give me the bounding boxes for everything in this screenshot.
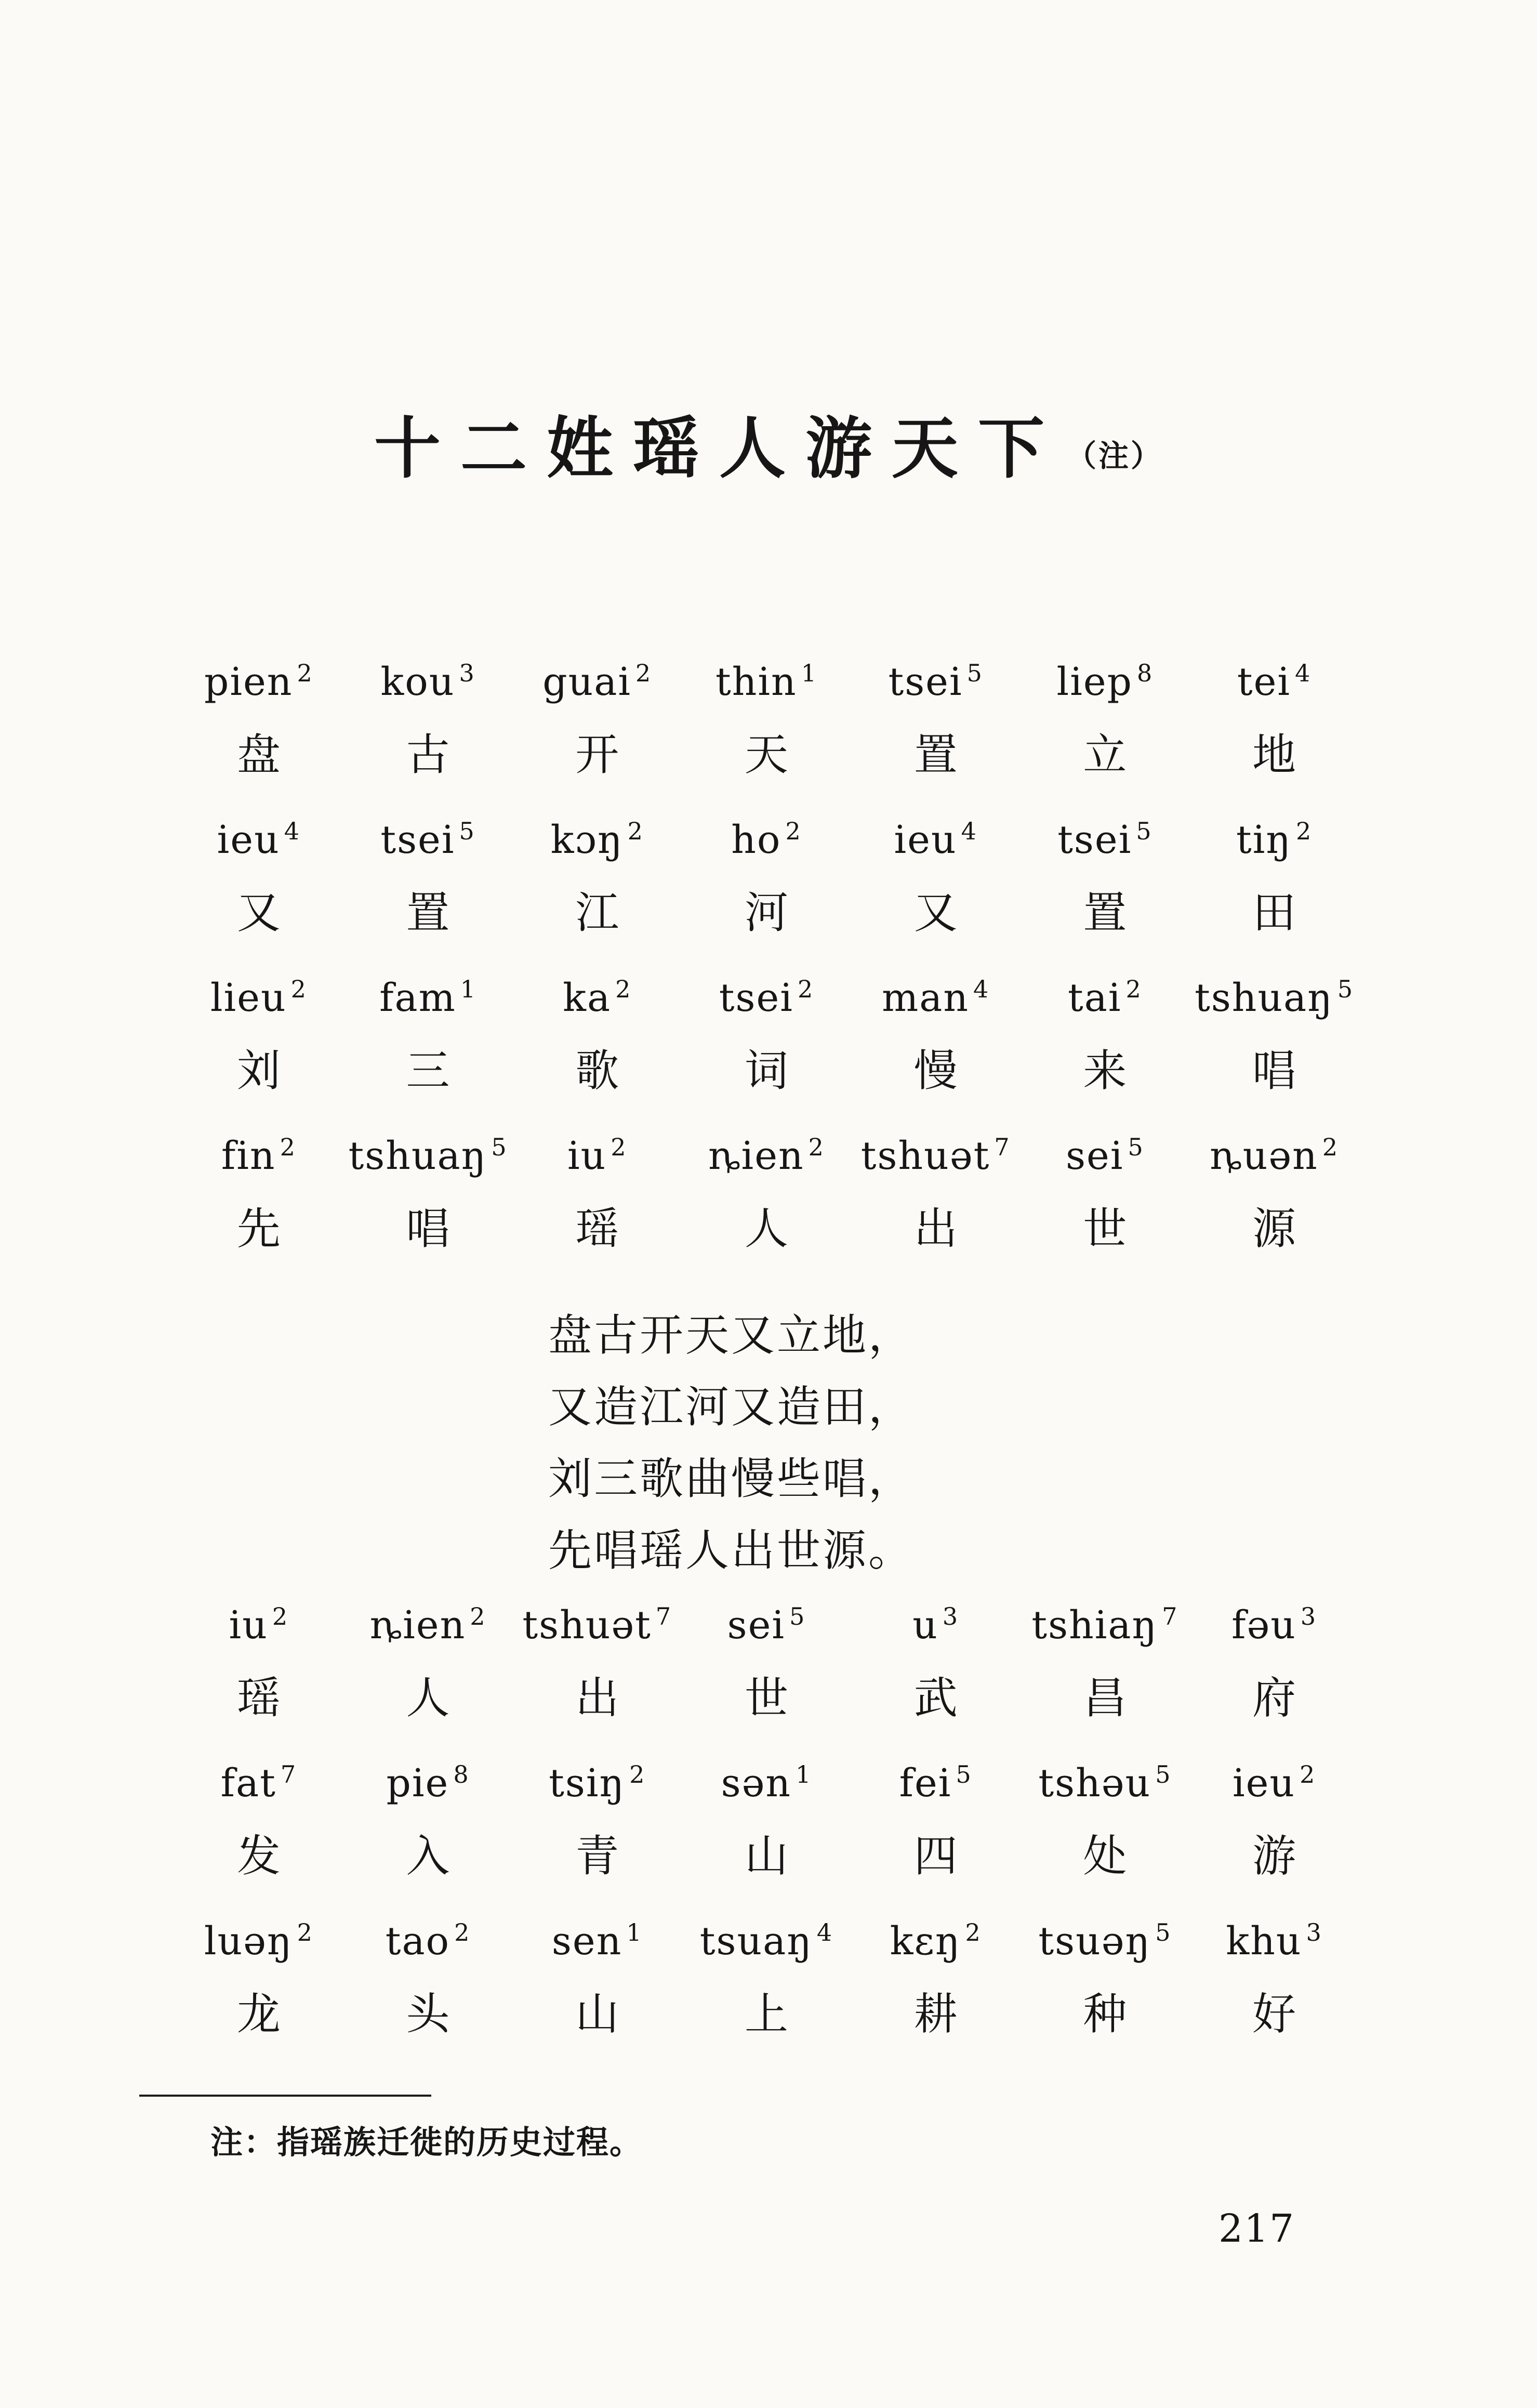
hanzi: 昌 [1083,1673,1127,1723]
tone-number: 8 [1137,659,1154,687]
syllable [1189,1906,1359,1985]
syllable [512,963,682,1042]
hanzi: 人 [744,1203,788,1254]
page-title [0,395,1537,491]
hanzi: 来 [1083,1045,1127,1096]
hanzi: 田 [1252,887,1296,938]
title-text: 十二姓瑶人游天下 [374,410,1064,488]
syllable-text: ka [563,976,612,1020]
tone-number: 5 [1155,1918,1172,1946]
hanzi: 置 [1083,887,1127,938]
tone-number: 3 [942,1602,959,1630]
syllable-text: fei [899,1761,952,1806]
syllable-text: fin [221,1134,276,1178]
syllable-text: ieu [1232,1761,1296,1806]
hanzi: 唱 [1252,1045,1296,1096]
syllable [851,647,1021,726]
hanzi: 武 [913,1673,958,1723]
tone-number: 2 [280,1133,296,1161]
hanzi: 源 [1252,1203,1296,1254]
character-row [174,1200,1359,1279]
syllable [512,1121,682,1200]
tone-number: 2 [611,1133,627,1161]
tone-number: 2 [965,1918,982,1946]
hanzi: 游 [1252,1831,1296,1881]
hanzi: 盘 [236,729,281,780]
syllable-text: ieu [217,818,280,862]
syllable-text: tsei [380,818,455,862]
hanzi: 瑶 [236,1673,281,1723]
syllable [512,647,682,726]
hanzi: 开 [575,729,619,780]
syllable-text: ȵien [369,1603,466,1648]
syllable [851,963,1021,1042]
syllable-text: luəŋ [204,1919,293,1964]
tone-number: 5 [1155,1760,1172,1788]
hanzi: 好 [1252,1989,1296,2039]
hanzi: 出 [575,1673,619,1723]
syllable [1189,1121,1359,1200]
character-row [174,1042,1359,1121]
syllable-text: ieu [894,818,957,862]
tone-number: 2 [272,1602,289,1630]
syllable-text: guai [542,660,632,704]
tone-number: 2 [1322,1133,1339,1161]
romanization-row [174,1590,1359,1669]
romanization-row [174,963,1359,1042]
syllable [682,1590,851,1669]
syllable [343,963,513,1042]
tone-number: 7 [280,1760,297,1788]
syllable [343,1748,513,1827]
tone-number: 1 [626,1918,643,1946]
tone-number: 2 [290,975,307,1003]
tone-number: 8 [453,1760,470,1788]
tone-number: 3 [1306,1918,1322,1946]
character-row [174,1669,1359,1748]
syllable-text: tsuəŋ [1038,1919,1151,1964]
character-row [174,1827,1359,1906]
syllable-text: iu [567,1134,607,1178]
translation-line: 刘三歌曲慢些唱， [548,1453,915,1504]
syllable [1189,1748,1359,1827]
hanzi: 歌 [575,1045,619,1096]
tone-number: 5 [956,1760,972,1788]
syllable [1021,1906,1190,1985]
syllable [512,805,682,884]
stanza-2 [174,1590,1359,2064]
tone-number: 2 [454,1918,471,1946]
hanzi: 又 [236,887,281,938]
syllable-text: iu [229,1603,268,1648]
syllable-text: pien [204,660,293,704]
syllable [1021,805,1190,884]
tone-number: 4 [961,817,977,845]
romanization-row [174,1748,1359,1827]
syllable-text: u [912,1603,938,1648]
syllable-text: tai [1068,976,1122,1020]
syllable [174,805,343,884]
hanzi: 慢 [913,1045,958,1096]
syllable-text: tshiaŋ [1031,1603,1158,1648]
syllable [682,1748,851,1827]
syllable [682,1121,851,1200]
tone-number: 4 [816,1918,833,1946]
hanzi: 发 [236,1831,281,1881]
syllable-text: kɛŋ [890,1919,961,1964]
syllable-text: kɔŋ [550,818,624,862]
tone-number: 3 [459,659,475,687]
syllable [512,1590,682,1669]
tone-number: 2 [615,975,632,1003]
tone-number: 1 [460,975,477,1003]
hanzi: 刘 [236,1045,281,1096]
syllable-text: tshəu [1038,1761,1151,1806]
syllable [1021,647,1190,726]
syllable-text: tei [1237,660,1291,704]
syllable-text: fəu [1231,1603,1296,1648]
hanzi: 又 [913,887,958,938]
tone-number: 1 [796,1760,812,1788]
hanzi: 置 [913,729,958,780]
hanzi: 龙 [236,1989,281,2039]
syllable [174,963,343,1042]
syllable-text: thin [715,660,797,704]
character-row [174,1985,1359,2064]
hanzi: 立 [1083,729,1127,780]
syllable [682,647,851,726]
syllable [851,1748,1021,1827]
hanzi: 唱 [406,1203,450,1254]
syllable-text: sən [721,1761,792,1806]
syllable [343,1121,513,1200]
romanization-row [174,647,1359,726]
tone-number: 2 [808,1133,825,1161]
translation-line: 盘古开天又立地， [548,1310,915,1361]
hanzi: 种 [1083,1989,1127,2039]
syllable-text: tshuət [860,1134,990,1178]
hanzi: 置 [406,887,450,938]
syllable [343,647,513,726]
syllable-text: sen [551,1919,622,1964]
syllable-text: tshuət [522,1603,652,1648]
hanzi: 处 [1083,1831,1127,1881]
page-number: 217 [1218,2206,1295,2251]
syllable-text: fat [220,1761,276,1806]
syllable [343,1906,513,1985]
tone-number: 7 [1162,1602,1178,1630]
hanzi: 先 [236,1203,281,1254]
chinese-translation [548,1299,914,1586]
syllable [851,1590,1021,1669]
syllable-text: man [882,976,970,1020]
tone-number: 5 [459,817,475,845]
syllable [682,963,851,1042]
syllable-text: tsiŋ [549,1761,626,1806]
syllable [682,805,851,884]
syllable-text: ho [731,818,781,862]
syllable [174,1748,343,1827]
syllable [174,1121,343,1200]
syllable-text: sei [1066,1134,1124,1178]
syllable-text: pie [386,1761,449,1806]
syllable [851,805,1021,884]
footnote-divider [139,2095,431,2097]
tone-number: 5 [1128,1133,1144,1161]
syllable-text: tsei [719,976,793,1020]
hanzi: 青 [575,1831,619,1881]
syllable [174,1906,343,1985]
syllable-text: lieu [210,976,287,1020]
syllable-text: liep [1056,660,1133,704]
character-row [174,884,1359,963]
syllable [1021,1121,1190,1200]
syllable-text: kou [380,660,455,704]
hanzi: 天 [744,729,788,780]
syllable-text: ȵien [708,1134,804,1178]
syllable-text: tshuaŋ [1195,976,1333,1020]
tone-number: 5 [966,659,983,687]
hanzi: 府 [1252,1673,1296,1723]
hanzi: 出 [913,1203,958,1254]
hanzi: 江 [575,887,619,938]
hanzi: 词 [744,1045,788,1096]
tone-number: 2 [635,659,652,687]
romanization-row [174,1121,1359,1200]
syllable-text: tshuaŋ [348,1134,487,1178]
tone-number: 4 [1295,659,1311,687]
tone-number: 4 [284,817,301,845]
syllable-text: tsei [888,660,963,704]
syllable-text: sei [727,1603,786,1648]
hanzi: 四 [913,1831,958,1881]
translation-line: 又造江河又造田， [548,1381,915,1432]
hanzi: 瑶 [575,1203,619,1254]
tone-number: 2 [627,817,644,845]
syllable [851,1121,1021,1200]
tone-number: 2 [470,1602,486,1630]
syllable [174,1590,343,1669]
hanzi: 世 [744,1673,788,1723]
syllable [512,1906,682,1985]
syllable [174,647,343,726]
tone-number: 5 [1136,817,1152,845]
hanzi: 山 [575,1989,619,2039]
tone-number: 7 [655,1602,672,1630]
hanzi: 河 [744,887,788,938]
tone-number: 1 [801,659,817,687]
syllable [1021,963,1190,1042]
syllable-text: tsei [1057,818,1132,862]
tone-number: 2 [1125,975,1142,1003]
tone-number: 5 [491,1133,508,1161]
title-note-marker: （注） [1066,438,1163,473]
hanzi: 人 [406,1673,450,1723]
footnote: 注：指瑶族迁徙的历史过程。 [210,2123,643,2161]
hanzi: 山 [744,1831,788,1881]
tone-number: 4 [973,975,990,1003]
tone-number: 2 [797,975,814,1003]
hanzi: 世 [1083,1203,1127,1254]
hanzi: 耕 [913,1989,958,2039]
syllable-text: tiŋ [1236,818,1292,862]
syllable [851,1906,1021,1985]
syllable [1189,1590,1359,1669]
tone-number: 2 [1296,817,1313,845]
syllable-text: fam [379,976,456,1020]
tone-number: 2 [629,1760,646,1788]
hanzi: 三 [406,1045,450,1096]
syllable-text: tsuaŋ [699,1919,813,1964]
hanzi: 上 [744,1989,788,2039]
syllable-text: tao [385,1919,451,1964]
tone-number: 5 [789,1602,806,1630]
hanzi: 入 [406,1831,450,1881]
hanzi: 头 [406,1989,450,2039]
romanization-row [174,1906,1359,1985]
tone-number: 5 [1337,975,1354,1003]
syllable [682,1906,851,1985]
tone-number: 2 [1300,1760,1316,1788]
syllable [343,1590,513,1669]
syllable [343,805,513,884]
syllable-text: ȵuən [1210,1134,1318,1178]
tone-number: 2 [785,817,802,845]
translation-line: 先唱瑶人出世源。 [548,1525,915,1576]
hanzi: 地 [1252,729,1296,780]
tone-number: 7 [994,1133,1011,1161]
syllable [1189,963,1359,1042]
hanzi: 古 [406,729,450,780]
syllable-text: khu [1226,1919,1302,1964]
character-row [174,726,1359,805]
tone-number: 2 [297,659,313,687]
tone-number: 2 [297,1918,313,1946]
syllable [1189,647,1359,726]
romanization-row [174,805,1359,884]
syllable [512,1748,682,1827]
syllable [1021,1590,1190,1669]
syllable [1189,805,1359,884]
tone-number: 3 [1300,1602,1317,1630]
stanza-1 [174,647,1359,1279]
syllable [1021,1748,1190,1827]
